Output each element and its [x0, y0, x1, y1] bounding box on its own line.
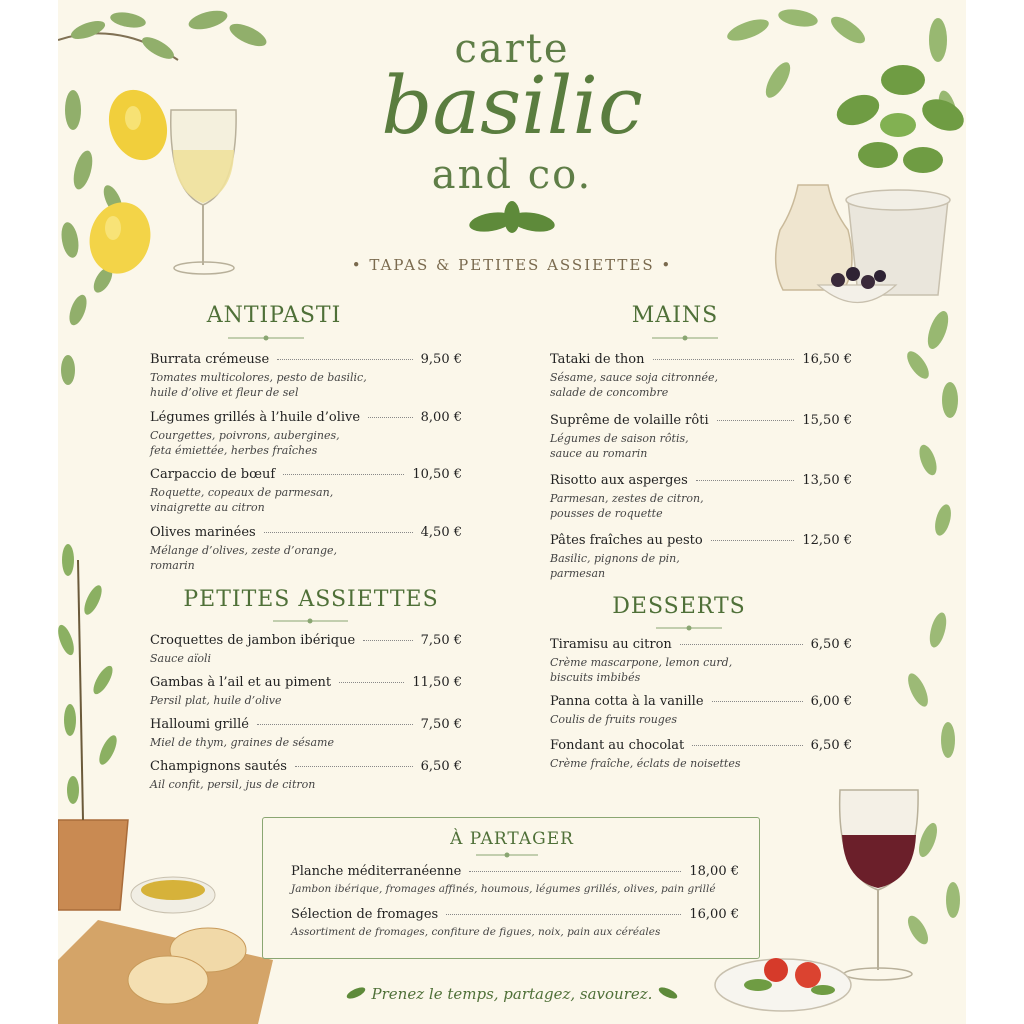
item-name: Gambas à l’ail et au piment: [150, 675, 332, 690]
menu-item: [550, 352, 852, 400]
menu-item: [291, 907, 739, 940]
leader-dots: [277, 359, 412, 360]
title-script-basilic: basilic: [381, 59, 643, 152]
item-description: Sésame, sauce soja citronnée, salade de concombre: [550, 371, 719, 399]
leader-dots: [257, 724, 413, 725]
item-price: 8,00 €: [420, 410, 462, 425]
item-price: 13,50 €: [802, 473, 852, 488]
item-name: Fondant au chocolat: [550, 738, 685, 753]
menu-item: [150, 525, 462, 573]
footer-tagline: Prenez le temps, partagez, savourez.: [371, 985, 653, 1003]
item-name: Burrata crémeuse: [150, 352, 270, 367]
item-name: Olives marinées: [150, 525, 256, 540]
item-price: 9,50 €: [420, 352, 462, 367]
item-price: 4,50 €: [420, 525, 462, 540]
item-price: 6,50 €: [420, 759, 462, 774]
item-description: Jambon ibérique, fromages affinés, houmous, légumes grillés, olives, pain grillé: [291, 883, 716, 895]
item-description: Tomates multicolores, pesto de basilic, huile d’olive et fleur de sel: [150, 371, 367, 399]
item-price: 6,50 €: [810, 637, 852, 652]
item-price: 12,50 €: [802, 533, 852, 548]
section-title-mains: MAINS: [631, 303, 719, 328]
item-description: Crème mascarpone, lemon curd, biscuits imbibés: [550, 656, 733, 684]
menu-page: [58, 0, 966, 1024]
menu-item: [150, 467, 462, 515]
menu-item: [150, 759, 462, 792]
item-description: Ail confit, persil, jus de citron: [150, 778, 316, 791]
leader-dots: [368, 417, 413, 418]
menu-item: [150, 675, 462, 708]
item-description: Basilic, pignons de pin, parmesan: [550, 552, 680, 580]
item-description: Légumes de saison rôtis, sauce au romarin: [550, 432, 689, 460]
item-name: Panna cotta à la vanille: [550, 694, 704, 709]
item-description: Courgettes, poivrons, aubergines, feta émiettée, herbes fraîches: [150, 429, 340, 457]
menu-item: [291, 864, 739, 897]
leader-dots: [446, 914, 681, 915]
olive-tree-pot: [58, 544, 128, 910]
item-price: 10,50 €: [412, 467, 462, 482]
item-name: Halloumi grillé: [150, 717, 249, 732]
item-price: 16,50 €: [802, 352, 852, 367]
item-description: Miel de thym, graines de sésame: [150, 736, 334, 749]
item-description: Crème fraîche, éclats de noisettes: [550, 757, 741, 770]
menu-item: [550, 413, 852, 461]
item-name: Suprême de volaille rôti: [550, 413, 709, 428]
leader-dots: [653, 359, 795, 360]
item-name: Sélection de fromages: [291, 907, 439, 922]
leader-dots: [469, 871, 681, 872]
item-description: Sauce aïoli: [150, 652, 212, 665]
item-name: Champignons sautés: [150, 759, 287, 774]
item-name: Tiramisu au citron: [550, 637, 672, 652]
item-price: 7,50 €: [420, 633, 462, 648]
item-price: 15,50 €: [802, 413, 852, 428]
leader-dots: [264, 532, 413, 533]
red-wine-glass: [840, 790, 918, 980]
leader-dots: [717, 420, 795, 421]
menu-item: [550, 738, 852, 771]
item-description: Roquette, copeaux de parmesan, vinaigrette au citron: [150, 486, 334, 514]
olive-branch-bottom-right: [904, 611, 960, 948]
item-description: Mélange d’olives, zeste d’orange, romarin: [150, 544, 338, 572]
item-name: Croquettes de jambon ibérique: [150, 633, 356, 648]
leader-dots: [696, 480, 795, 481]
menu-item: [550, 533, 852, 581]
menu-item: [550, 637, 852, 685]
title-line-carte: carte: [454, 26, 570, 72]
item-price: 16,00 €: [689, 907, 739, 922]
basil-sprig-icon: [468, 201, 556, 235]
menu-item: [150, 633, 462, 666]
item-description: Assortiment de fromages, confiture de figues, noix, pain aux céréales: [291, 926, 661, 938]
item-price: 6,00 €: [810, 694, 852, 709]
item-name: Planche méditerranéenne: [291, 864, 462, 879]
leader-dots: [339, 682, 404, 683]
item-name: Légumes grillés à l’huile d’olive: [150, 410, 361, 425]
item-price: 11,50 €: [412, 675, 462, 690]
item-price: 18,00 €: [689, 864, 739, 879]
leader-dots: [711, 540, 795, 541]
item-price: 7,50 €: [420, 717, 462, 732]
leader-dots: [295, 766, 413, 767]
item-description: Persil plat, huile d’olive: [150, 694, 282, 707]
item-name: Risotto aux asperges: [550, 473, 688, 488]
menu-item: [150, 352, 462, 400]
leader-dots: [712, 701, 803, 702]
leader-dots: [680, 644, 803, 645]
menu-item: [550, 473, 852, 521]
item-name: Pâtes fraîches au pesto: [550, 533, 703, 548]
leader-dots: [692, 745, 802, 746]
item-name: Carpaccio de bœuf: [150, 467, 276, 482]
item-price: 6,50 €: [810, 738, 852, 753]
item-name: Tataki de thon: [550, 352, 645, 367]
section-title-petites-assiettes: PETITES ASSIETTES: [183, 587, 439, 612]
subtitle: • TAPAS & PETITES ASSIETTES •: [351, 256, 673, 274]
item-description: Parmesan, zestes de citron, pousses de roquette: [550, 492, 704, 520]
menu-item: [150, 410, 462, 458]
item-description: Coulis de fruits rouges: [550, 713, 678, 726]
leader-dots: [283, 474, 404, 475]
section-title-desserts: DESSERTS: [612, 594, 746, 619]
section-title-a-partager: À PARTAGER: [450, 829, 574, 849]
section-title-antipasti: ANTIPASTI: [206, 303, 342, 328]
menu-item: [550, 694, 852, 727]
menu-item: [150, 717, 462, 750]
title-line-and-co: and co.: [431, 152, 593, 198]
leader-dots: [363, 640, 412, 641]
